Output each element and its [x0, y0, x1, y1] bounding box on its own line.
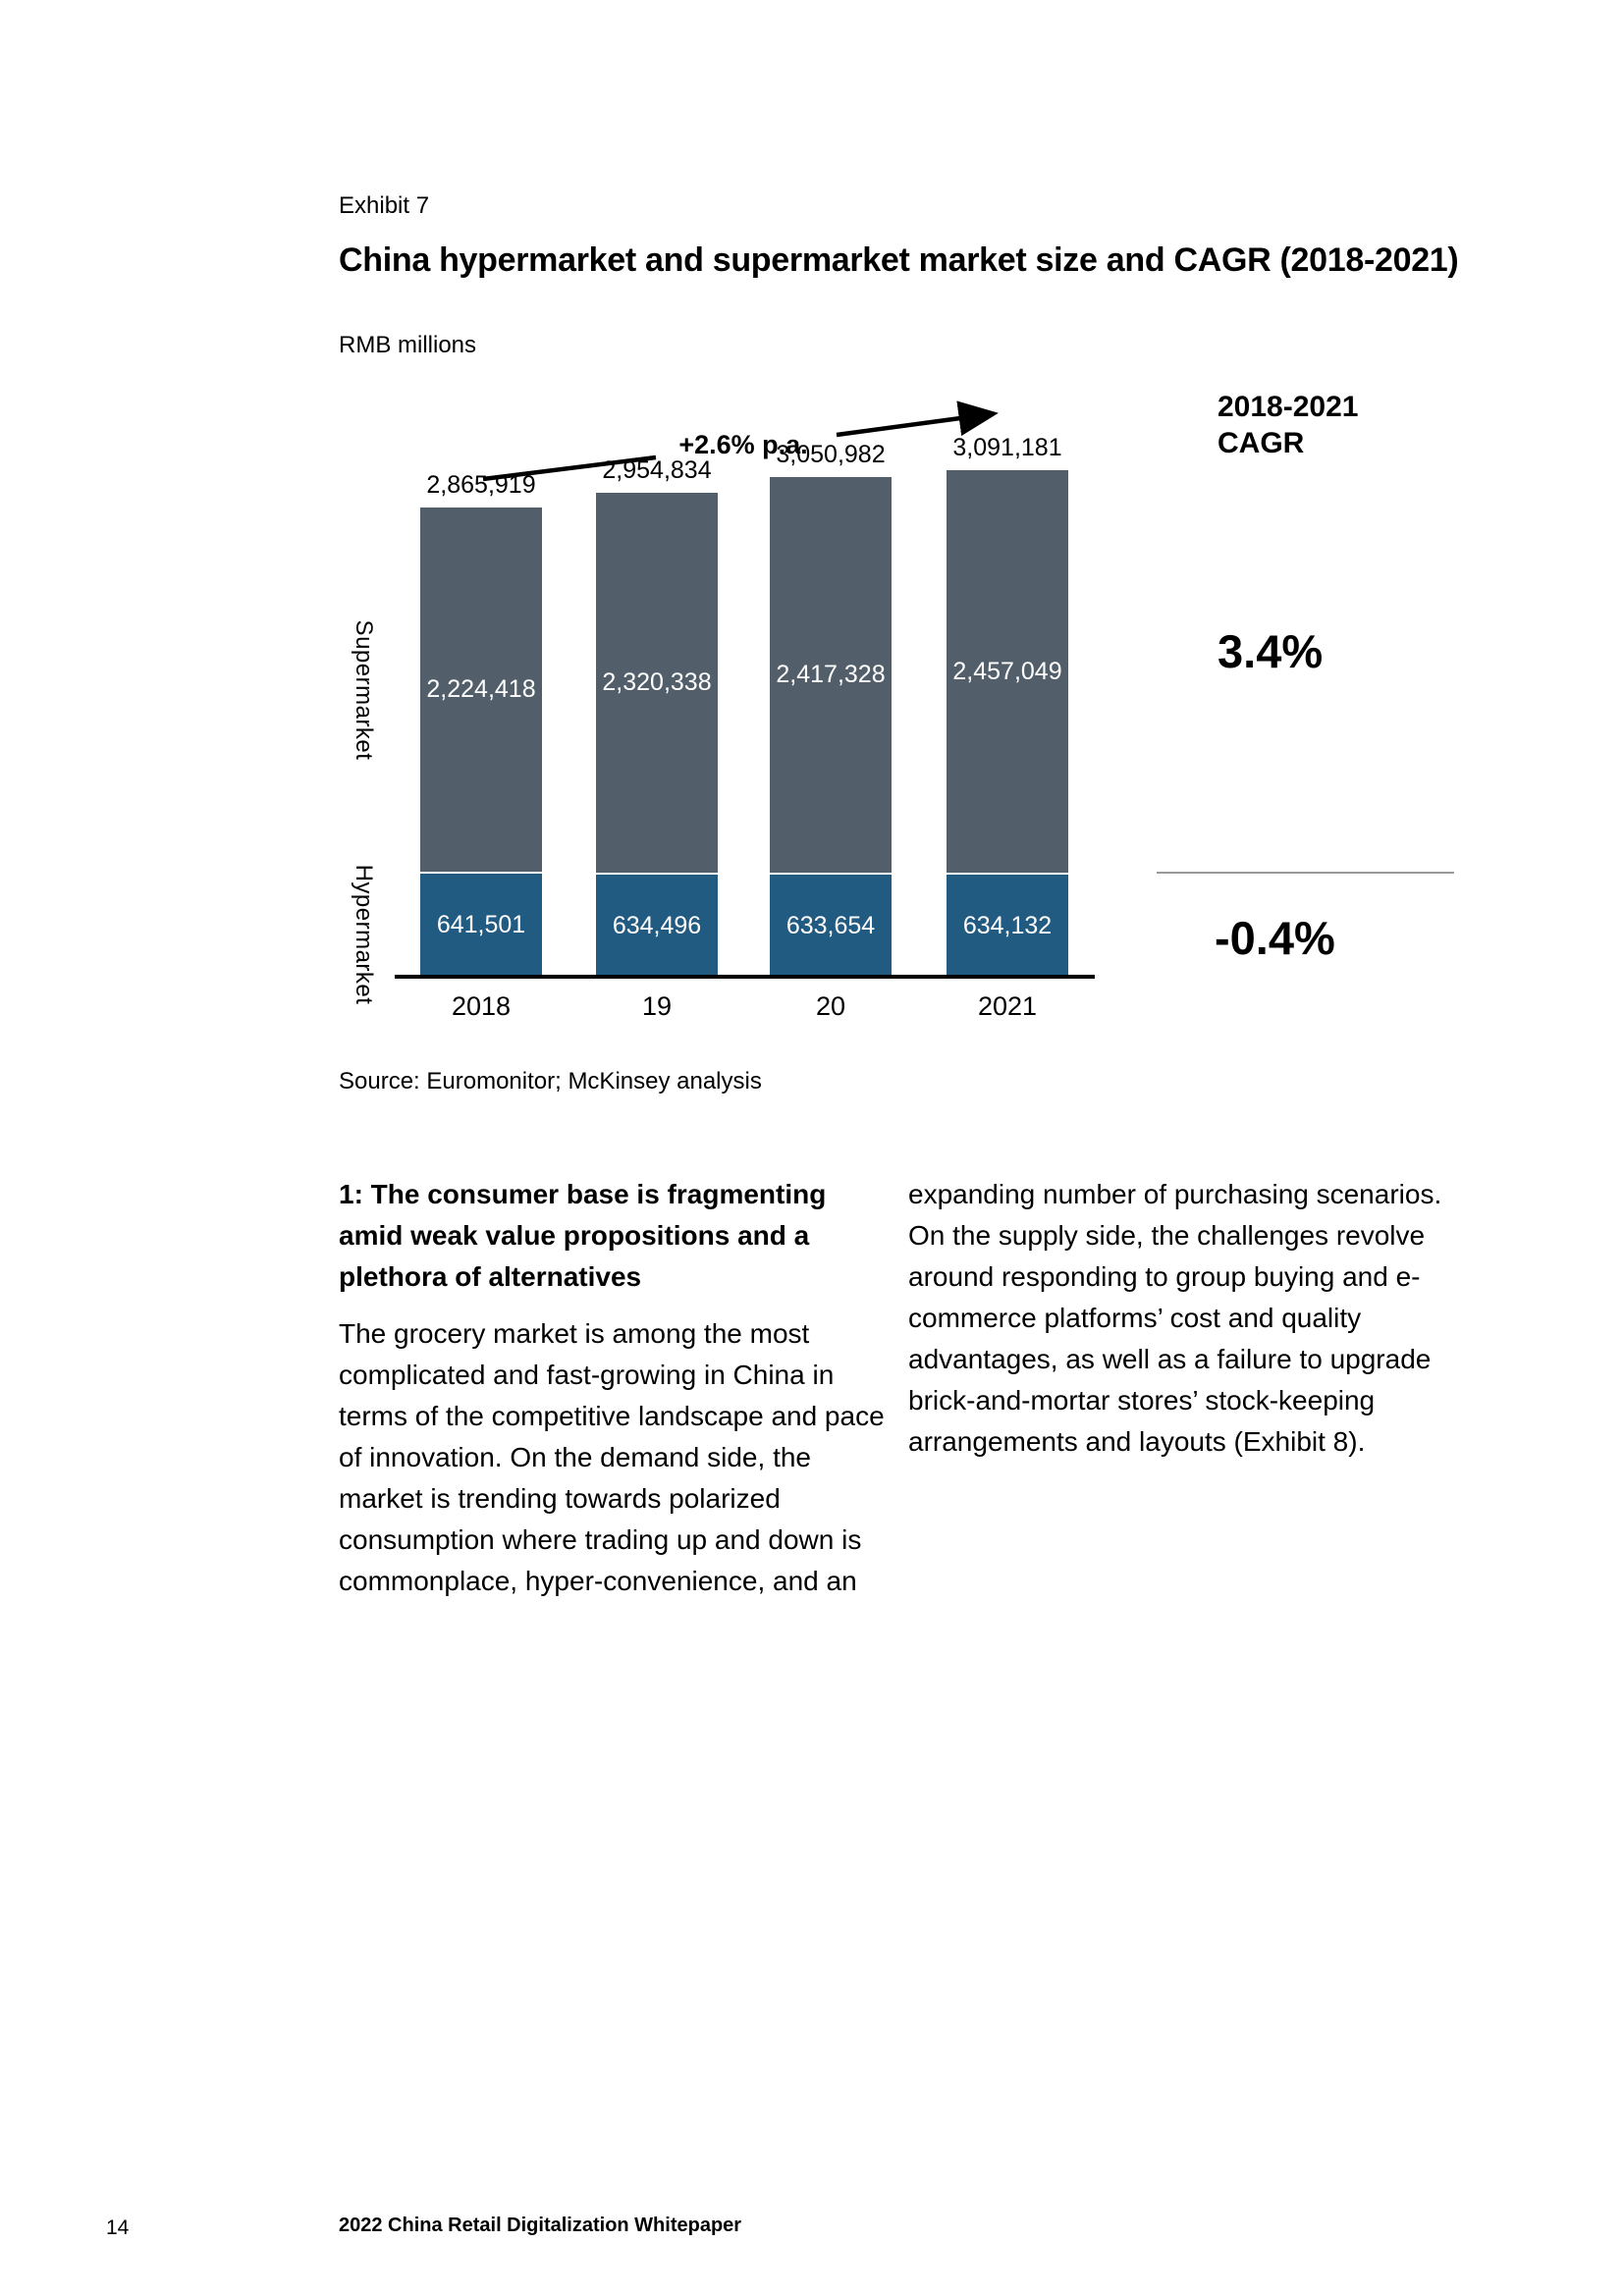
cagr-header: [1218, 389, 1358, 461]
supermarket-segment: [420, 507, 542, 872]
supermarket-segment: [770, 477, 892, 873]
supermarket-value-label: 2,457,049: [952, 657, 1062, 685]
x-tick-label: 2021: [977, 991, 1038, 1021]
x-tick-label: 19: [641, 991, 673, 1021]
supermarket-axis-label: Supermarket: [351, 619, 377, 760]
body-paragraph-left: The grocery market is among the most complicated and fast-growing in China in terms of the competitive landscape and pace of innovation. On the demand side, the market is trending towards polarized consumption where trading up and down is commonplace, hyper-convenience, and an: [339, 1318, 885, 1596]
hypermarket-axis-label: Hypermarket: [351, 864, 377, 1004]
x-tick-label: 20: [815, 991, 846, 1021]
cagr-divider-line: [1157, 872, 1454, 874]
supermarket-value-label: 2,224,418: [426, 675, 536, 703]
supermarket-segment: [947, 470, 1068, 873]
supermarket-value-label: 2,417,328: [776, 661, 886, 689]
hypermarket-segment: [420, 872, 542, 977]
exhibit-label: Exhibit 7: [339, 192, 430, 219]
hypermarket-segment: [947, 873, 1068, 977]
footer-doc-title: 2022 China Retail Digitalization Whitepaper: [339, 2215, 742, 2236]
cagr-header-line2: CAGR: [1218, 427, 1305, 459]
body-paragraph-right: expanding number of purchasing scenarios. On the supply side, the challenges revolve around responding to group buying and e-commerce platforms’ cost and quality advantages, as well as a failure to upgrade brick-and-mortar stores’ stock-keeping arrangements and layouts (Exhibit 8).: [908, 1179, 1442, 1457]
cagr-header-line1: 2018-2021: [1218, 391, 1359, 423]
hypermarket-cagr-value: -0.4%: [1215, 912, 1335, 964]
units-label: RMB millions: [339, 332, 477, 358]
hypermarket-value-label: 641,501: [436, 910, 526, 938]
page-number: 14: [106, 2216, 130, 2239]
hypermarket-segment: [770, 873, 892, 977]
growth-annotation: +2.6% p.a.: [678, 430, 808, 459]
x-tick-label: 2018: [451, 991, 512, 1021]
source-note: Source: Euromonitor; McKinsey analysis: [339, 1068, 762, 1095]
x-axis-line: [395, 975, 1095, 979]
bar-total-label: 2,954,834: [602, 456, 712, 485]
bar-total-label: 3,091,181: [952, 434, 1062, 462]
section-heading: 1: The consumer base is fragmenting amid weak value propositions and a plethora of alternatives: [339, 1179, 827, 1292]
hypermarket-segment: [596, 873, 718, 977]
supermarket-cagr-value: 3.4%: [1218, 625, 1324, 677]
bar-total-label: 3,050,982: [776, 441, 886, 469]
supermarket-segment: [596, 493, 718, 873]
hypermarket-value-label: 634,132: [962, 911, 1053, 939]
hypermarket-value-label: 634,496: [612, 911, 702, 939]
hypermarket-value-label: 633,654: [785, 911, 876, 939]
supermarket-value-label: 2,320,338: [602, 668, 712, 697]
chart-title: China hypermarket and supermarket market size and CAGR (2018-2021): [339, 241, 1459, 279]
bar-total-label: 2,865,919: [426, 471, 536, 499]
